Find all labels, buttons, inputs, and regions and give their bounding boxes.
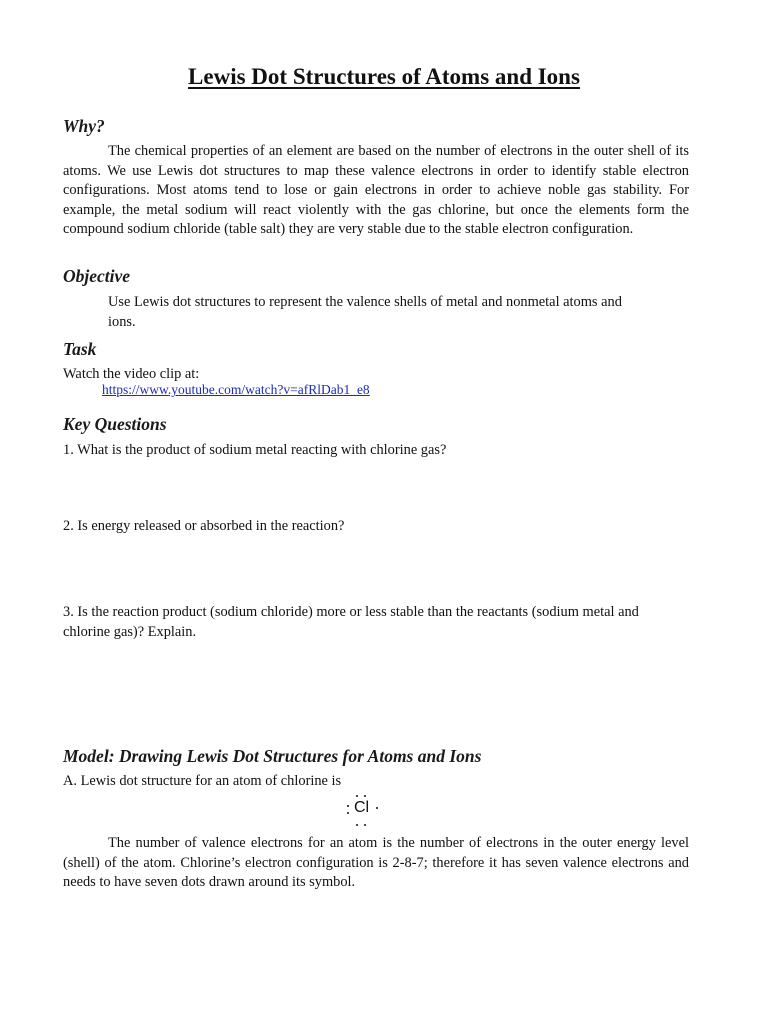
valence-dot <box>356 824 358 826</box>
element-symbol: Cl <box>354 799 370 816</box>
task-text: Watch the video clip at: <box>63 366 200 382</box>
page-title: Lewis Dot Structures of Atoms and Ions <box>188 64 580 89</box>
question-3: 3. Is the reaction product (sodium chloride) more or less stable than the reactants (sodium metal and chlorine gas)? Explain. <box>63 604 639 640</box>
question-1: 1. What is the product of sodium metal reacting with chlorine gas? <box>63 442 447 458</box>
model-explanation: The number of valence electrons for an atom is the number of electrons in the outer energy level (shell) of the atom. Chlorine’s electron configuration is 2-8-7; therefore it has seven valence electrons and needs to have seven dots drawn around its symbol. <box>63 835 689 891</box>
valence-dot <box>376 807 378 809</box>
valence-dot <box>364 824 366 826</box>
valence-dot <box>347 805 349 807</box>
key-questions-heading: Key Questions <box>63 414 167 434</box>
objective-paragraph: Use Lewis dot structures to represent the valence shells of metal and nonmetal atoms and ions. <box>108 294 622 330</box>
chlorine-lewis-structure <box>344 792 382 828</box>
model-heading: Model: Drawing Lewis Dot Structures for Atoms and Ions <box>63 746 482 766</box>
valence-dot <box>364 795 366 797</box>
why-heading: Why? <box>63 116 105 136</box>
why-paragraph: The chemical properties of an element are based on the number of electrons in the outer shell of its atoms. We use Lewis dot structures to map these valence electrons in order to identify stable electron configurations. Most atoms tend to lose or gain electrons in order to achieve noble gas stability. For example, the metal sodium will react violently with the gas chlorine, but once the elements form the compound sodium chloride (table salt) they are very stable due to the stable electron configuration. <box>63 143 689 238</box>
task-heading: Task <box>63 339 97 359</box>
video-link[interactable]: https://www.youtube.com/watch?v=afRlDab1_e8 <box>102 382 370 397</box>
valence-dot <box>356 795 358 797</box>
model-a-label: A. Lewis dot structure for an atom of chlorine is <box>63 773 342 789</box>
question-2: 2. Is energy released or absorbed in the reaction? <box>63 518 345 534</box>
objective-heading: Objective <box>63 266 131 286</box>
valence-dot <box>347 812 349 814</box>
